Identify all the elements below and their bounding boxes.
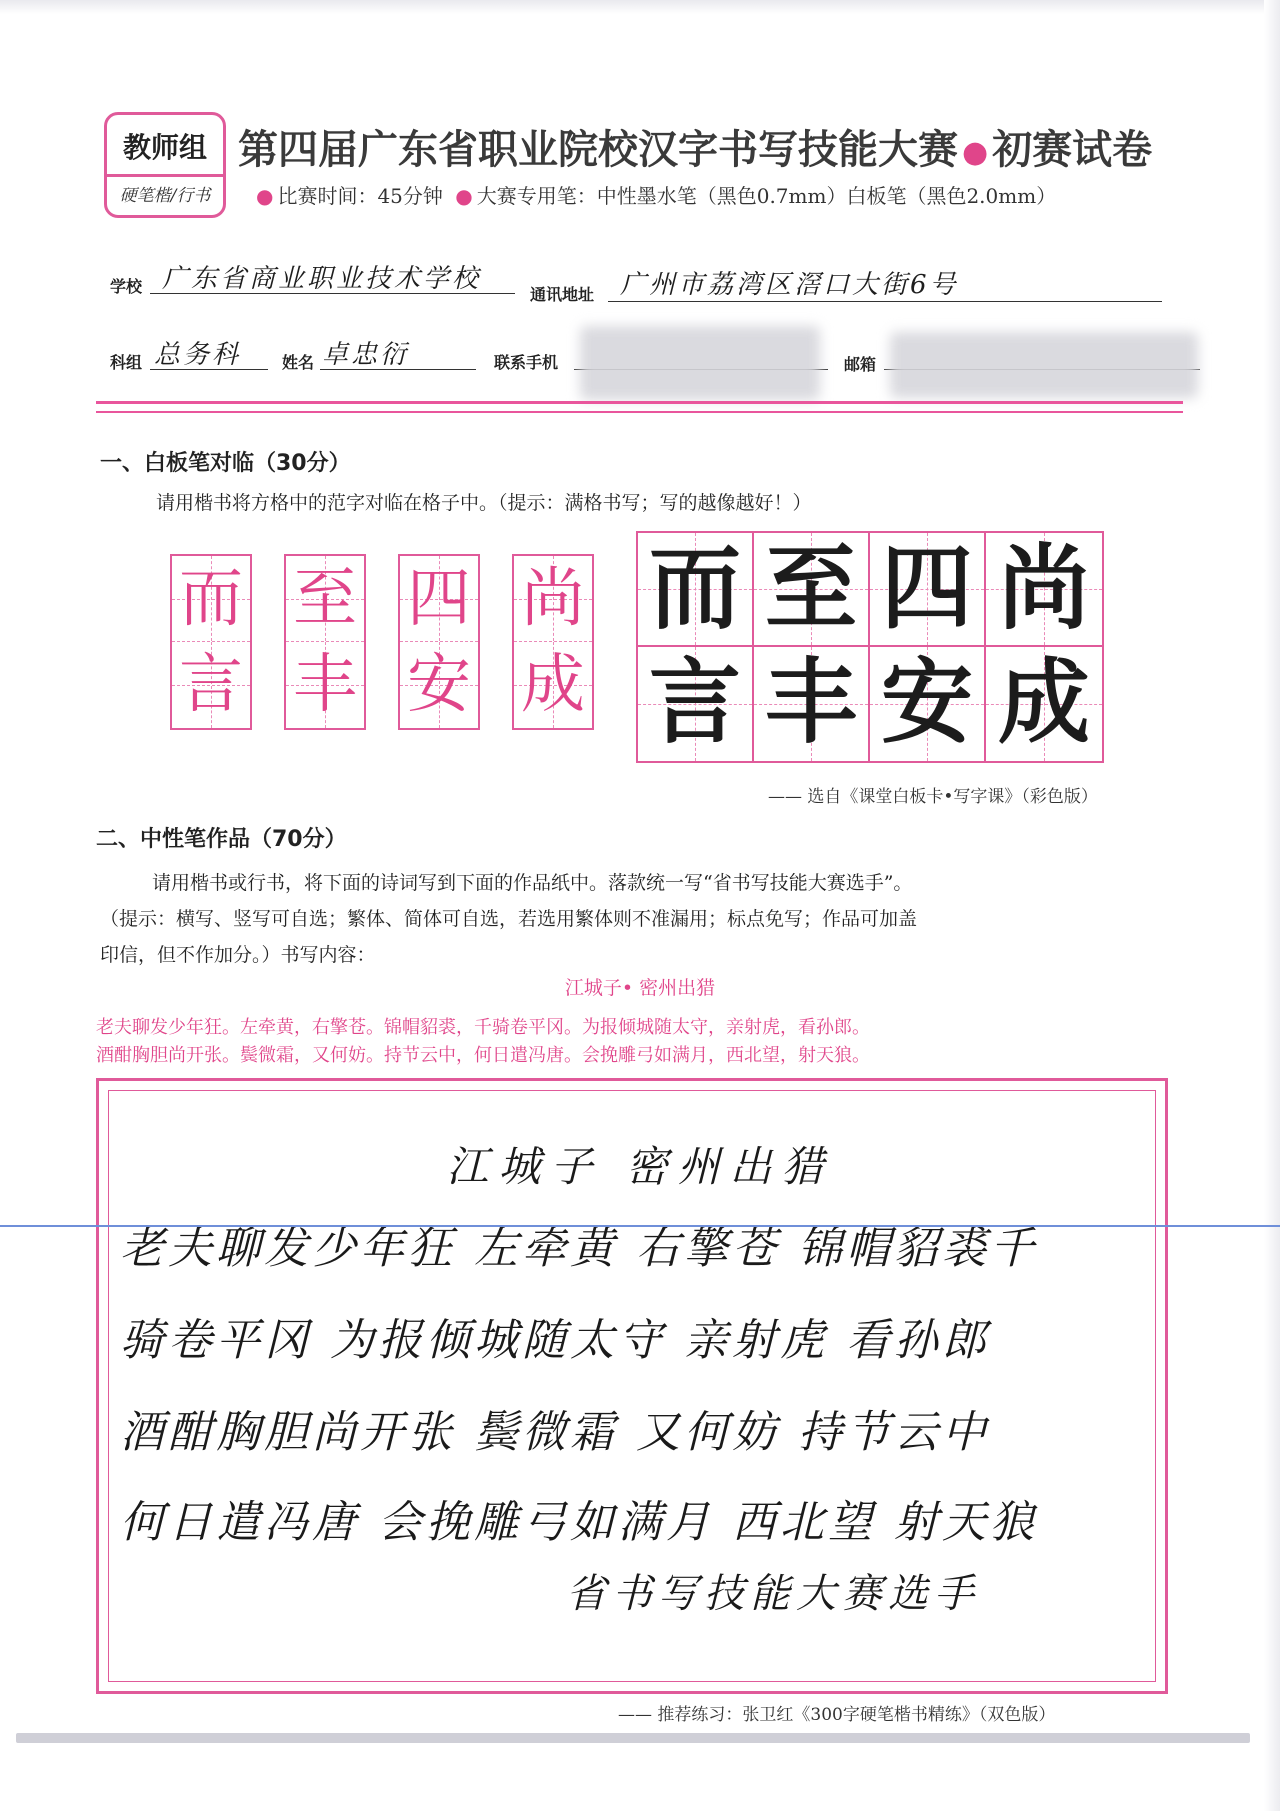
work-line: 酒酣胸胆尚开张 鬓微霜 又何妨 持节云中 <box>120 1407 990 1458</box>
practice-cell[interactable] <box>986 533 1102 647</box>
section1-instruction: 请用楷书将方格中的范字对临在格子中。（提示：满格书写；写的越像越好！） <box>156 492 812 514</box>
work-line: 骑卷平冈 为报倾城随太守 亲射虎 看孙郎 <box>120 1315 990 1366</box>
practice-grid[interactable] <box>636 531 1104 763</box>
phone-label: 联系手机 <box>494 353 559 372</box>
section2-instruction: 印信，但不作加分。）书写内容： <box>100 944 376 966</box>
info-dot-icon: ● <box>256 184 274 208</box>
subject-label: 科组 <box>110 353 143 372</box>
model-char: 而 <box>179 562 243 636</box>
model-char: 丰 <box>293 648 357 722</box>
phone-redacted <box>580 326 820 400</box>
model-char: 成 <box>521 648 585 722</box>
poem-title: 江城子• 密州出猎 <box>564 977 716 999</box>
section2-title: 二、中性笔作品（70分） <box>96 827 347 852</box>
group-subtitle: 硬笔楷/行书 <box>119 186 211 206</box>
school-label: 学校 <box>110 277 143 296</box>
group-badge <box>104 112 226 218</box>
practice-cell[interactable] <box>870 533 986 647</box>
source-note: —— 选自《课堂白板卡•写字课》（彩色版） <box>768 787 1098 807</box>
school-value: 广东省商业职业技术学校 <box>162 264 482 294</box>
exam-title <box>238 118 1152 175</box>
name-label: 姓名 <box>282 353 315 372</box>
practice-cell[interactable] <box>754 647 870 761</box>
exam-title-main: 第四届广东省职业院校汉字书写技能大赛 <box>238 127 958 173</box>
model-column <box>398 554 480 730</box>
work-signature: 省书写技能大赛选手 <box>566 1571 980 1617</box>
footer-rule <box>16 1733 1250 1743</box>
section2-instruction: 请用楷书或行书，将下面的诗词写到下面的作品纸中。落款统一写“省书写技能大赛选手”。 <box>152 872 913 894</box>
practice-cell[interactable] <box>638 647 754 761</box>
model-char: 尚 <box>521 562 585 636</box>
group-name: 教师组 <box>107 119 223 177</box>
practice-cell[interactable] <box>638 533 754 647</box>
scan-edge-right <box>1264 0 1280 1811</box>
model-char: 安 <box>407 648 471 722</box>
work-line: 老夫聊发少年狂 左牵黄 右擎苍 锦帽貂裘千 <box>120 1223 1038 1274</box>
title-dot-icon: ● <box>962 134 989 170</box>
scan-edge-top <box>0 0 1280 14</box>
email-label: 邮箱 <box>844 355 877 374</box>
email-redacted <box>890 332 1198 398</box>
divider <box>96 411 1183 413</box>
written-char: 至 <box>764 535 857 642</box>
model-char: 四 <box>407 562 471 636</box>
exam-title-suffix: 初赛试卷 <box>992 127 1153 173</box>
poem-line: 酒酣胸胆尚开张。鬓微霜，又何妨。持节云中，何日遣冯唐。会挽雕弓如满月，西北望，射天狼。 <box>96 1045 870 1066</box>
address-value: 广州市荔湾区滘口大街6号 <box>620 270 959 300</box>
written-char: 四 <box>880 535 973 642</box>
model-column <box>512 554 594 730</box>
written-char: 丰 <box>764 649 857 756</box>
info-dot-icon: ● <box>455 184 473 208</box>
model-column <box>284 554 366 730</box>
subject-value: 总务科 <box>154 340 242 370</box>
practice-cell[interactable] <box>870 647 986 761</box>
exam-pen: 大赛专用笔：中性墨水笔（黑色0.7mm）白板笔（黑色2.0mm） <box>476 184 1057 208</box>
exam-time: 比赛时间：45分钟 <box>277 184 443 208</box>
practice-cell[interactable] <box>986 647 1102 761</box>
name-value: 卓忠衍 <box>322 340 410 370</box>
written-char: 成 <box>997 649 1090 756</box>
work-line: 何日遣冯唐 会挽雕弓如满月 西北望 射天狼 <box>120 1497 1038 1548</box>
model-char: 至 <box>293 562 357 636</box>
model-column <box>170 554 252 730</box>
practice-cell[interactable] <box>754 533 870 647</box>
written-char: 而 <box>648 535 741 642</box>
written-char: 言 <box>648 649 741 756</box>
address-label: 通讯地址 <box>530 285 595 304</box>
exam-info <box>256 180 1056 209</box>
recommend-note: —— 推荐练习：张卫红《300字硬笔楷书精练》（双色版） <box>618 1705 1056 1725</box>
scan-line <box>0 1225 1280 1227</box>
work-title: 江城子 密州出猎 <box>446 1142 834 1191</box>
section2-instruction: （提示：横写、竖写可自选；繁体、简体可自选，若选用繁体则不准漏用；标点免写；作品可加盖 <box>100 908 918 930</box>
written-char: 尚 <box>997 535 1090 642</box>
section1-title: 一、白板笔对临（30分） <box>100 451 351 476</box>
poem-line: 老夫聊发少年狂。左牵黄，右擎苍。锦帽貂裘，千骑卷平冈。为报倾城随太守，亲射虎，看孙郎。 <box>96 1017 870 1038</box>
written-char: 安 <box>880 649 973 756</box>
model-char: 言 <box>179 648 243 722</box>
divider <box>96 401 1183 404</box>
